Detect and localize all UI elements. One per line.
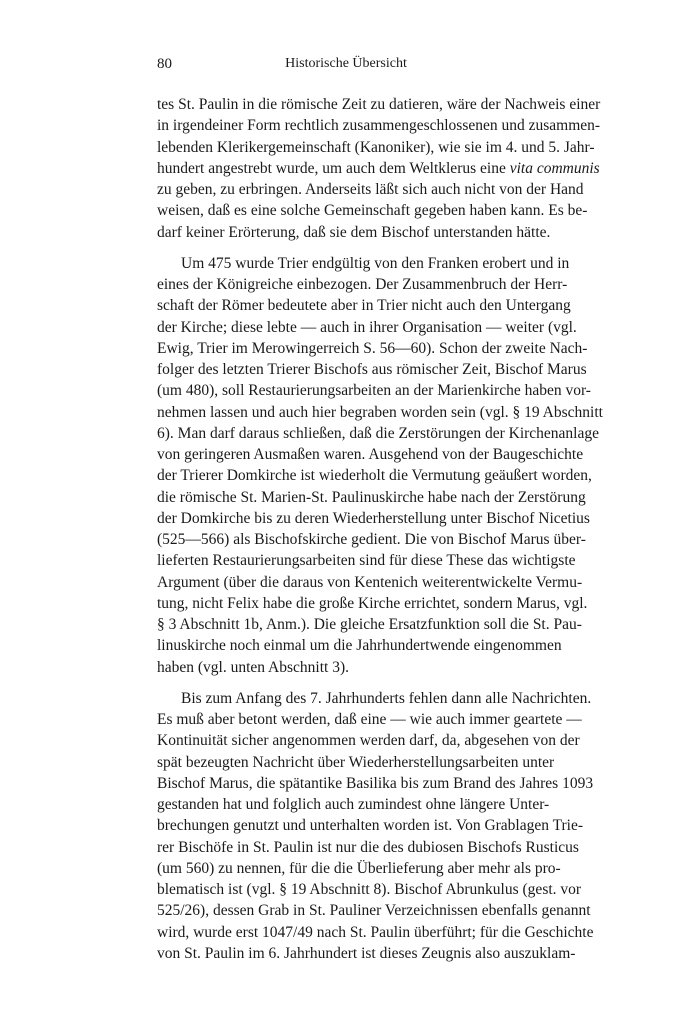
text-line: (525—566) als Bischofskirche gedient. Die von Bischof Marus über- [157, 531, 586, 548]
text-line: gestanden hat und folglich auch zumindest ohne längere Unter- [157, 796, 550, 813]
text-line: von St. Paulin im 6. Jahrhundert ist dieses Zeugnis also auszuklam- [157, 944, 576, 962]
text-line-with-italic [157, 158, 600, 179]
text-line: die römische St. Marien-St. Paulinuskirche habe nach der Zerstörung [157, 488, 586, 506]
text-line: haben (vgl. unten Abschnitt 3). [157, 658, 349, 676]
text-line: der Kirche; diese lebte — auch in ihrer Organisation — weiter (vgl. [157, 318, 577, 336]
running-title: Historische Übersicht [285, 56, 407, 71]
text-line: (um 560) zu nennen, für die die Überlieferung aber mehr als pro- [157, 859, 561, 877]
text-line: lebenden Klerikergemeinschaft (Kanoniker), wie sie im 4. und 5. Jahr- [157, 138, 595, 156]
text-line: der Domkirche bis zu deren Wiederherstellung unter Bischof Nicetius [157, 509, 590, 527]
text-line: tung, nicht Felix habe die große Kirche errichtet, sondern Marus, vgl. [157, 594, 588, 612]
text-line: Ewig, Trier im Merowingerreich S. 56—60). Schon der zweite Nach- [157, 339, 588, 357]
text-line: zu geben, zu erbringen. Anderseits läßt sich auch nicht von der Hand [157, 181, 584, 198]
text-line: Bischof Marus, die spätantike Basilika bis zum Brand des Jahres 1093 [157, 774, 594, 792]
text-line: Bis zum Anfang des 7. Jahrhunderts fehlen dann alle Nachrichten. [181, 689, 592, 707]
text-line: folger des letzten Trierer Bischofs aus römischer Zeit, Bischof Marus [157, 361, 587, 378]
text-line: 525/26), dessen Grab in St. Pauliner Verzeichnissen ebenfalls genannt [157, 902, 591, 920]
text-line: schaft der Römer bedeutete aber in Trier nicht auch den Untergang [157, 297, 571, 315]
page-header [157, 56, 535, 80]
text-line: der Trierer Domkirche ist wiederholt die Vermutung geäußert worden, [157, 467, 592, 485]
text-line: (um 480), soll Restaurierungsarbeiten an der Marienkirche haben vor- [157, 382, 591, 400]
italic-term: vita communis [509, 159, 600, 177]
paragraph-1 [157, 94, 601, 243]
text-line: 6). Man darf daraus schließen, daß die Zerstörungen der Kirchenanlage [157, 424, 599, 442]
text-line: brechungen genutzt und unterhalten worden ist. Von Grablagen Trie- [157, 817, 584, 835]
text-line: Argument (über die daraus von Kentenich weiterentwickelte Vermu- [157, 573, 583, 591]
text-line: tes St. Paulin in die römische Zeit zu datieren, wäre der Nachweis einer [157, 96, 601, 113]
paragraph-3 [157, 688, 594, 964]
paragraph-2 [157, 253, 603, 678]
text-line: in irgendeiner Form rechtlich zusammengeschlossenen und zusammen- [157, 117, 601, 135]
text-segment: hundert angestrebt wurde, um auch dem Weltklerus eine [157, 159, 510, 177]
text-line: linuskirche noch einmal um die Jahrhundertwende eingenommen [157, 637, 562, 655]
text-line: darf keiner Erörterung, daß sie dem Bischof unterstanden hätte. [157, 223, 551, 241]
text-line: wird, wurde erst 1047/49 nach St. Paulin überführt; für die Geschichte [157, 923, 594, 941]
text-line: weisen, daß es eine solche Gemeinschaft gegeben haben kann. Es be- [157, 202, 588, 220]
text-line: lieferten Restaurierungsarbeiten sind für diese These das wichtigste [157, 552, 576, 570]
text-line: § 3 Abschnitt 1b, Anm.). Die gleiche Ersatzfunktion soll die St. Pau- [157, 616, 582, 633]
text-line: spät bezeugten Nachricht über Wiederherstellungsarbeiten unter [157, 753, 555, 771]
body-text [157, 94, 603, 964]
text-line: Um 475 wurde Trier endgültig von den Franken erobert und in [181, 254, 570, 272]
text-line: Es muß aber betont werden, daß eine — wie auch immer geartete — [157, 711, 582, 728]
text-line: von geringeren Ausmaßen waren. Ausgehend von der Baugeschichte [157, 446, 584, 463]
text-line: Kontinuität sicher angenommen werden darf, da, abgesehen von der [157, 732, 580, 750]
text-line: eines der Königreiche einbezogen. Der Zusammenbruch der Herr- [157, 276, 568, 293]
text-line: nehmen lassen und auch hier begraben worden sein (vgl. § 19 Abschnitt [157, 403, 603, 421]
page-number: 80 [157, 56, 172, 72]
text-line: blematisch ist (vgl. § 19 Abschnitt 8). Bischof Abrunkulus (gest. vor [157, 881, 582, 898]
text-line: rer Bischöfe in St. Paulin ist nur die des dubiosen Bischofs Rusticus [157, 838, 579, 856]
